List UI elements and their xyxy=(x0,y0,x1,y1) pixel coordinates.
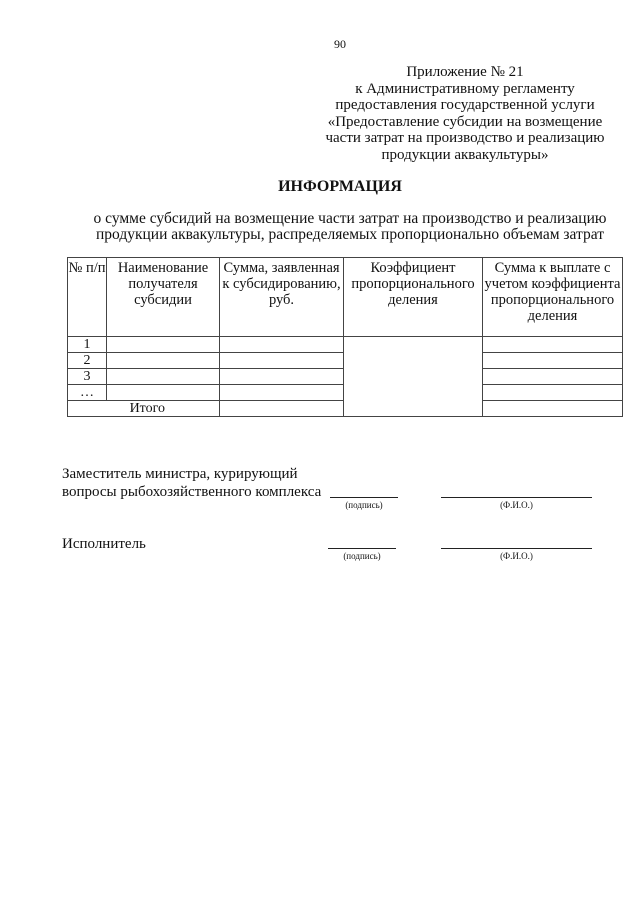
claimed-sum-cell xyxy=(220,385,344,401)
executor-label: Исполнитель xyxy=(62,536,146,552)
table-row xyxy=(68,337,623,353)
subtitle-line: продукции аквакультуры, распределяемых пропорционально объемам затрат xyxy=(95,226,605,243)
total-label: Итого xyxy=(68,401,220,417)
col-header-recipient: Наименование получателя субсидии xyxy=(107,258,220,337)
payout-cell xyxy=(483,353,623,369)
subtitle-line: о сумме субсидий на возмещение части затрат на производство и реализацию xyxy=(93,210,607,227)
total-claimed-cell xyxy=(220,401,344,417)
appendix-line: продукции аквакультуры» xyxy=(381,146,549,163)
deputy-name-line xyxy=(441,497,592,498)
coefficient-cell xyxy=(344,337,483,417)
table-header-row xyxy=(68,258,623,337)
recipient-cell xyxy=(107,385,220,401)
row-number-cell: 2 xyxy=(68,353,107,369)
col-header-number: № п/п xyxy=(68,258,107,337)
executor-name-caption: (Ф.И.О.) xyxy=(500,551,533,561)
col-header-claimed-sum: Сумма, заявленная к субсидированию, руб. xyxy=(220,258,344,337)
recipient-cell xyxy=(107,353,220,369)
executor-name-line xyxy=(441,548,592,549)
recipient-cell xyxy=(107,369,220,385)
claimed-sum-cell xyxy=(220,337,344,353)
col-header-payout-sum: Сумма к выплате с учетом коэффициента пропорционального деления xyxy=(483,258,623,337)
deputy-title-line1: Заместитель министра, курирующий xyxy=(62,466,298,482)
executor-signature-line xyxy=(328,548,396,549)
deputy-signature-line xyxy=(330,497,398,498)
appendix-line: к Административному регламенту xyxy=(355,80,575,97)
recipient-cell xyxy=(107,337,220,353)
row-number-cell: … xyxy=(68,385,107,401)
document-subtitle xyxy=(40,211,640,243)
appendix-line: части затрат на производство и реализацию xyxy=(325,130,605,146)
row-number-cell: 3 xyxy=(68,369,107,385)
deputy-signature-caption: (подпись) xyxy=(345,500,383,510)
payout-cell xyxy=(483,369,623,385)
claimed-sum-cell xyxy=(220,369,344,385)
executor-signature-caption: (подпись) xyxy=(343,551,381,561)
deputy-title-line2: вопросы рыбохозяйственного комплекса xyxy=(62,484,322,500)
document-title: ИНФОРМАЦИЯ xyxy=(278,178,402,195)
appendix-line: «Предоставление субсидии на возмещение xyxy=(327,113,603,130)
appendix-line: предоставления государственной услуги xyxy=(335,97,595,113)
appendix-line: Приложение № 21 xyxy=(406,64,524,80)
row-number-cell: 1 xyxy=(68,337,107,353)
page-number: 90 xyxy=(334,37,346,51)
subsidy-table xyxy=(67,257,623,417)
total-payout-cell xyxy=(483,401,623,417)
payout-cell xyxy=(483,385,623,401)
col-header-coefficient: Коэффициент пропорционального деления xyxy=(344,258,483,337)
claimed-sum-cell xyxy=(220,353,344,369)
deputy-name-caption: (Ф.И.О.) xyxy=(500,500,533,510)
payout-cell xyxy=(483,337,623,353)
appendix-header xyxy=(300,64,630,163)
